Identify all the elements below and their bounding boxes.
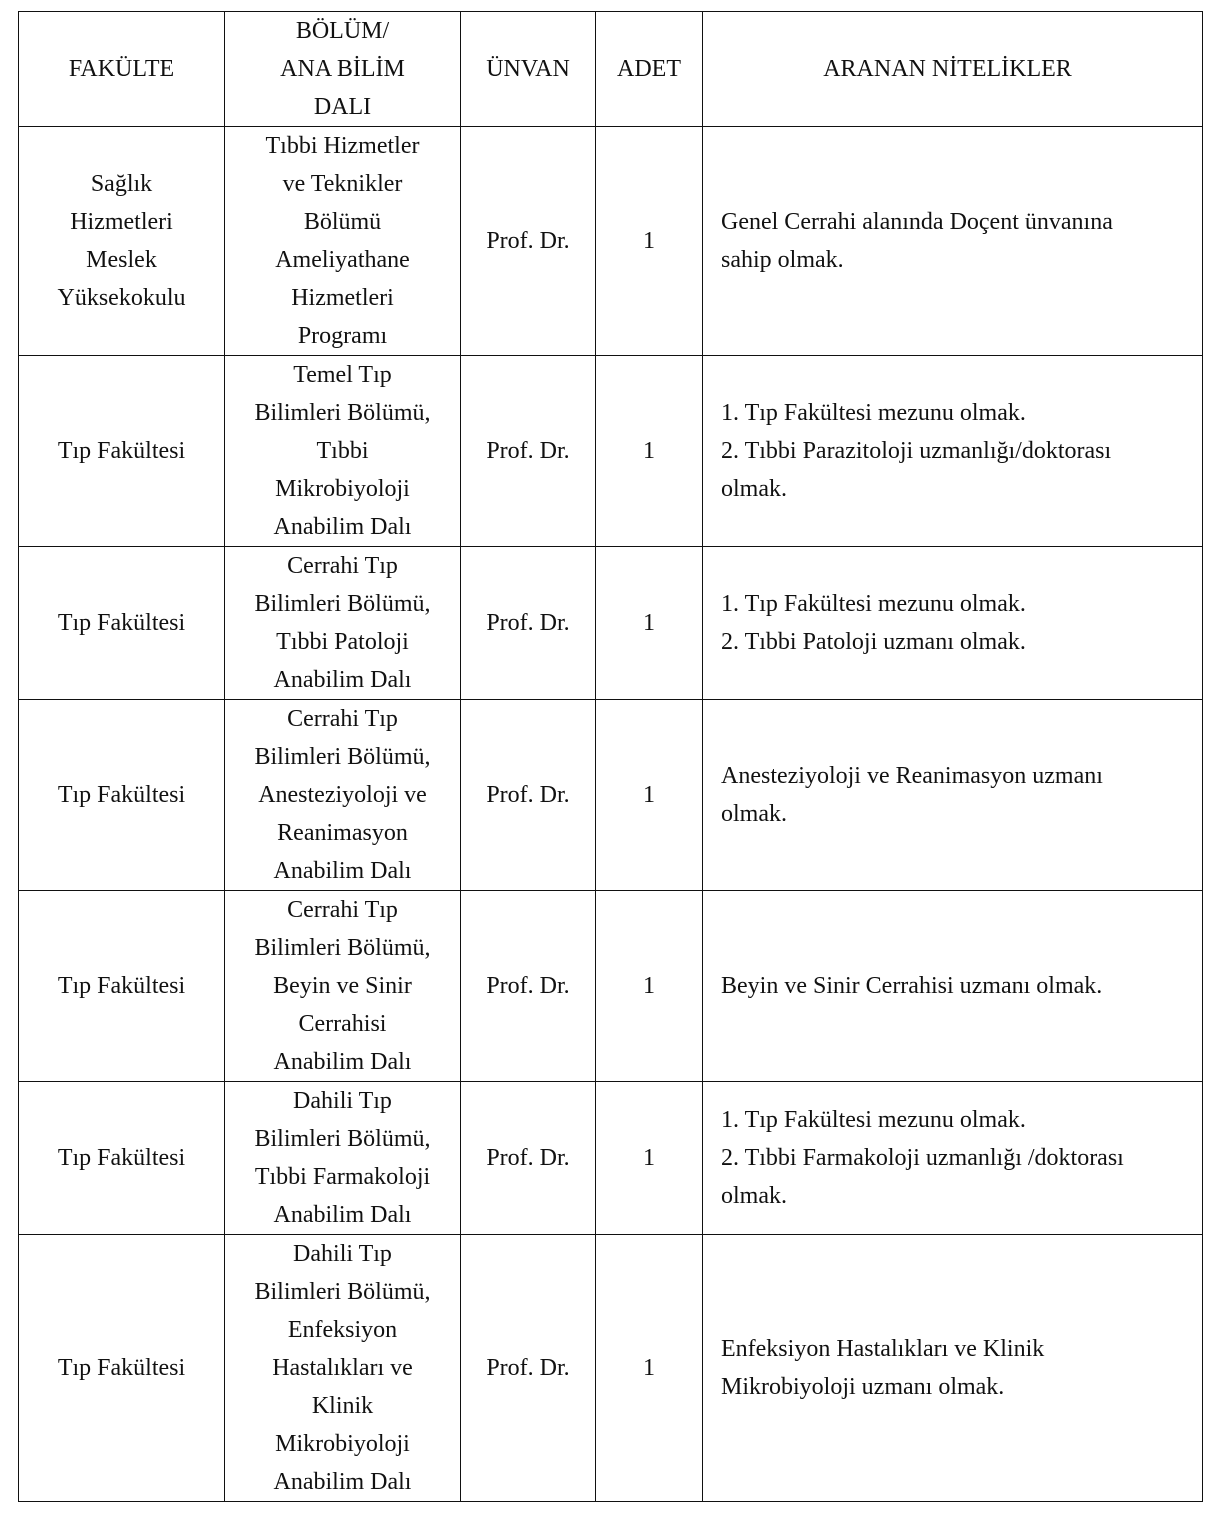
bolum-line: Hastalıkları ve: [272, 1355, 413, 1381]
bolum-line: Mikrobiyoloji: [275, 476, 410, 502]
cell-bolum: [225, 1235, 461, 1502]
header-bolum-line: DALI: [313, 94, 372, 120]
nitelik-line: Mikrobiyoloji uzmanı olmak.: [721, 1374, 1005, 1400]
cell-unvan: Prof. Dr.: [461, 127, 596, 356]
bolum-line: Anabilim Dalı: [273, 667, 412, 693]
bolum-line: Anabilim Dalı: [273, 514, 412, 540]
cell-fakulte: [19, 1235, 225, 1502]
cell-adet: 1: [596, 356, 703, 547]
positions-table: [18, 11, 1203, 1502]
table-row: [19, 891, 1203, 1082]
cell-bolum: [225, 127, 461, 356]
cell-bolum: [225, 1082, 461, 1235]
table-row: [19, 1082, 1203, 1235]
cell-bolum: [225, 356, 461, 547]
bolum-line: Dahili Tıp: [293, 1241, 392, 1267]
nitelik-line: Enfeksiyon Hastalıkları ve Klinik: [721, 1336, 1045, 1362]
cell-unvan: Prof. Dr.: [461, 700, 596, 891]
cell-adet: 1: [596, 1082, 703, 1235]
cell-bolum: [225, 700, 461, 891]
bolum-line: Reanimasyon: [277, 820, 408, 846]
bolum-line: Cerrahi Tıp: [287, 897, 398, 923]
bolum-line: Anabilim Dalı: [273, 1049, 412, 1075]
table-row: [19, 1235, 1203, 1502]
bolum-line: Bilimleri Bölümü,: [254, 935, 431, 961]
nitelik-line: Genel Cerrahi alanında Doçent ünvanına: [721, 209, 1113, 235]
cell-unvan: Prof. Dr.: [461, 356, 596, 547]
bolum-line: Anesteziyoloji ve: [258, 782, 427, 808]
bolum-line: Tıbbi Farmakoloji: [254, 1164, 431, 1190]
cell-fakulte: [19, 700, 225, 891]
cell-unvan: Prof. Dr.: [461, 1235, 596, 1502]
bolum-line: Tıbbi: [316, 438, 369, 464]
bolum-line: Hizmetleri: [291, 285, 394, 311]
cell-unvan: Prof. Dr.: [461, 891, 596, 1082]
bolum-line: ve Teknikler: [282, 171, 403, 197]
bolum-line: Temel Tıp: [293, 362, 392, 388]
header-row: [19, 12, 1203, 127]
bolum-line: Klinik: [311, 1393, 374, 1419]
header-bolum-line: BÖLÜM/: [295, 18, 390, 44]
cell-nitelikler: [703, 356, 1203, 547]
fakulte-line: Hizmetleri: [70, 209, 173, 235]
bolum-line: Bilimleri Bölümü,: [254, 1126, 431, 1152]
cell-unvan: Prof. Dr.: [461, 1082, 596, 1235]
fakulte-line: Tıp Fakültesi: [57, 438, 186, 464]
nitelik-line: 1. Tıp Fakültesi mezunu olmak.: [721, 400, 1026, 426]
cell-nitelikler: [703, 547, 1203, 700]
cell-fakulte: [19, 547, 225, 700]
table-row: [19, 547, 1203, 700]
bolum-line: Mikrobiyoloji: [275, 1431, 410, 1457]
nitelik-line: 1. Tıp Fakültesi mezunu olmak.: [721, 1107, 1026, 1133]
nitelik-line: 2. Tıbbi Patoloji uzmanı olmak.: [721, 629, 1026, 655]
nitelik-line: olmak.: [721, 476, 787, 502]
nitelik-line: 1. Tıp Fakültesi mezunu olmak.: [721, 591, 1026, 617]
bolum-line: Dahili Tıp: [293, 1088, 392, 1114]
nitelik-line: olmak.: [721, 801, 787, 827]
header-unvan: ÜNVAN: [461, 12, 596, 127]
table-row: [19, 356, 1203, 547]
fakulte-line: Sağlık: [90, 171, 153, 197]
fakulte-line: Tıp Fakültesi: [57, 1355, 186, 1381]
header-adet: ADET: [596, 12, 703, 127]
cell-adet: 1: [596, 700, 703, 891]
header-fakulte: FAKÜLTE: [19, 12, 225, 127]
cell-adet: 1: [596, 127, 703, 356]
table-body: [19, 127, 1203, 1502]
cell-adet: 1: [596, 1235, 703, 1502]
cell-fakulte: [19, 356, 225, 547]
cell-unvan: Prof. Dr.: [461, 547, 596, 700]
bolum-line: Cerrahi Tıp: [287, 553, 398, 579]
cell-adet: 1: [596, 547, 703, 700]
bolum-line: Bilimleri Bölümü,: [254, 591, 431, 617]
cell-adet: 1: [596, 891, 703, 1082]
cell-nitelikler: [703, 891, 1203, 1082]
header-nitelikler: ARANAN NİTELİKLER: [703, 12, 1203, 127]
bolum-line: Cerrahisi: [298, 1011, 387, 1037]
bolum-line: Enfeksiyon: [287, 1317, 398, 1343]
nitelik-line: 2. Tıbbi Farmakoloji uzmanlığı /doktorası: [721, 1145, 1124, 1171]
fakulte-line: Tıp Fakültesi: [57, 973, 186, 999]
header-bolum-line: ANA BİLİM: [280, 56, 405, 82]
bolum-line: Tıbbi Hizmetler: [265, 133, 420, 159]
nitelik-line: Beyin ve Sinir Cerrahisi uzmanı olmak.: [721, 973, 1103, 999]
cell-nitelikler: [703, 127, 1203, 356]
fakulte-line: Yüksekokulu: [57, 285, 186, 311]
fakulte-line: Tıp Fakültesi: [57, 1145, 186, 1171]
nitelik-line: sahip olmak.: [721, 247, 844, 273]
bolum-line: Cerrahi Tıp: [287, 706, 398, 732]
cell-nitelikler: [703, 1235, 1203, 1502]
header-bolum: [225, 12, 461, 127]
bolum-line: Bilimleri Bölümü,: [254, 744, 431, 770]
bolum-line: Bölümü: [303, 209, 382, 235]
bolum-line: Beyin ve Sinir: [273, 973, 412, 999]
bolum-line: Anabilim Dalı: [273, 1469, 412, 1495]
bolum-line: Anabilim Dalı: [273, 1202, 412, 1228]
cell-fakulte: [19, 1082, 225, 1235]
nitelik-line: olmak.: [721, 1183, 787, 1209]
fakulte-line: Meslek: [86, 247, 157, 273]
cell-nitelikler: [703, 700, 1203, 891]
cell-bolum: [225, 891, 461, 1082]
fakulte-line: Tıp Fakültesi: [57, 610, 186, 636]
cell-nitelikler: [703, 1082, 1203, 1235]
bolum-line: Ameliyathane: [275, 247, 410, 273]
bolum-line: Anabilim Dalı: [273, 858, 412, 884]
bolum-line: Bilimleri Bölümü,: [254, 1279, 431, 1305]
bolum-line: Programı: [297, 323, 388, 349]
nitelik-line: 2. Tıbbi Parazitoloji uzmanlığı/doktorası: [721, 438, 1112, 464]
table-row: [19, 700, 1203, 891]
cell-fakulte: [19, 891, 225, 1082]
table-row: [19, 127, 1203, 356]
bolum-line: Bilimleri Bölümü,: [254, 400, 431, 426]
cell-bolum: [225, 547, 461, 700]
bolum-line: Tıbbi Patoloji: [276, 629, 409, 655]
cell-fakulte: [19, 127, 225, 356]
fakulte-line: Tıp Fakültesi: [57, 782, 186, 808]
nitelik-line: Anesteziyoloji ve Reanimasyon uzmanı: [721, 763, 1103, 789]
